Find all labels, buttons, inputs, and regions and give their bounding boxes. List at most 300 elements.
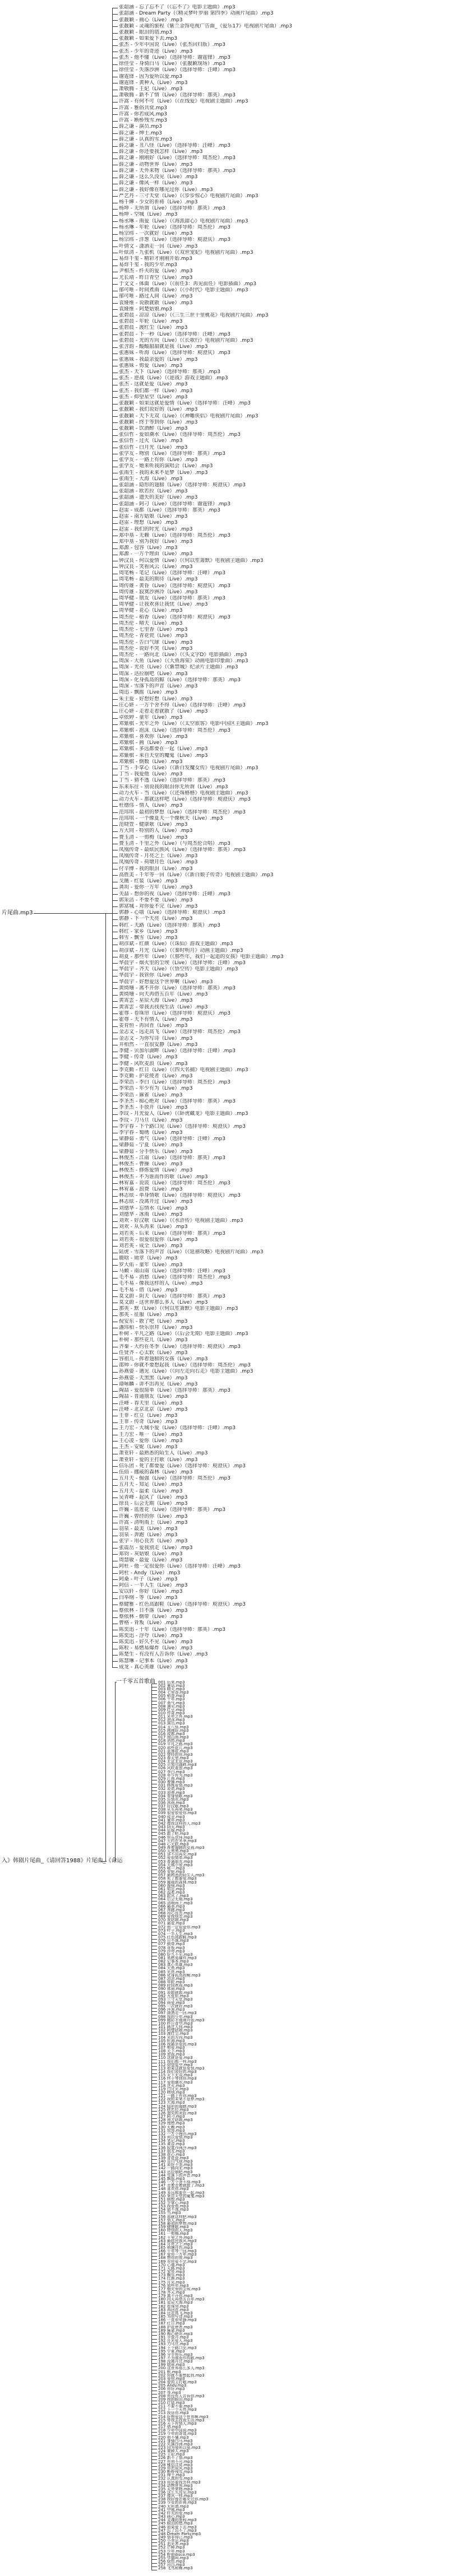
file-item: 邓紫棋 - 倒数（Live）.mp3	[119, 759, 183, 765]
file-item: 053 普通朋友.mp3	[158, 1859, 193, 1863]
file-item: 017 南山南.mp3	[158, 1736, 189, 1740]
tree-connector-horizontal	[151, 1704, 157, 1705]
file-item: 206 你好.mp3	[158, 2387, 185, 2391]
file-item: 蔡依林 - 倒带（Live）.mp3	[119, 1614, 183, 1620]
file-item: 尤长靖 - 昨日青空（Live）.mp3	[119, 275, 193, 281]
tree-connector-vertical	[105, 913, 106, 1861]
tree-connector-horizontal	[151, 2359, 157, 2360]
file-item: 085 光亮.mp3	[158, 1970, 185, 1974]
file-item: 张雨生 - 大海（Live）.mp3	[119, 476, 183, 482]
file-item: 赵雷 - 我们的时光（Live）.mp3	[119, 526, 193, 532]
file-item: 201 默.mp3	[158, 2370, 181, 2374]
file-item: 叶炫清 - 九张机（Live）（《双世宠妃》电视剧片尾曲）.mp3	[119, 249, 253, 255]
tree-connector-horizontal	[112, 630, 118, 631]
file-item: 082 记事本.mp3	[158, 1960, 189, 1964]
file-item: 许巍 - 蓝莲花（Live）（选择导师：那英）.mp3	[119, 1507, 225, 1513]
file-item: 周杰伦 - 说好不哭（Live）.mp3	[119, 645, 193, 652]
file-item: 韩雪 - 飘雪（Live）.mp3	[119, 935, 178, 941]
tree-connector-horizontal	[112, 1567, 118, 1568]
tree-connector-horizontal	[151, 2045, 157, 2046]
file-item: 170 心墙.mp3	[158, 2263, 185, 2267]
tree-connector-horizontal	[112, 20, 118, 21]
file-item: 周传雄 - 寂寞沙洲冷（Live）.mp3	[119, 589, 198, 595]
file-item: 毛不易 - 像我这样的人（Live）.mp3	[119, 1281, 203, 1287]
tree-connector-horizontal	[112, 102, 118, 103]
file-item: 张靓颖 - 画心（Live）.mp3	[119, 17, 183, 23]
file-item: 刘若英 - 后来（Live）（选择导师：那英）.mp3	[119, 1230, 225, 1236]
file-item: 006 十年.mp3	[158, 1698, 185, 1701]
file-item: 237 像风一样.mp3	[158, 2494, 193, 2498]
file-item: 178 齐天.mp3	[158, 2291, 185, 2295]
file-item: 024 北京北京.mp3	[158, 1760, 193, 1764]
file-item: 五月天 - 知足（Live）.mp3	[119, 1482, 183, 1488]
file-item: 092 九张机.mp3	[158, 1994, 189, 1998]
file-item: 周笔畅 - 最美的期待（Live）.mp3	[119, 576, 198, 583]
tree-connector-horizontal	[34, 913, 112, 914]
file-item: 那英 - 默（Live）（《何以笙箫默》电影主题曲）.mp3	[119, 1306, 238, 1312]
tree-connector-horizontal	[151, 2514, 157, 2515]
tree-connector-horizontal	[151, 1835, 157, 1836]
file-item: 238 我好像在哪见过你.mp3	[158, 2498, 209, 2501]
file-item: 陈奕迅 - 好久不见（Live）.mp3	[119, 1639, 193, 1645]
tree-connector-horizontal	[112, 529, 118, 530]
file-item: 林俊杰 - 曹操（Live）.mp3	[119, 1161, 183, 1168]
file-item: 白举纲 - 等（Live）.mp3	[119, 1595, 178, 1601]
file-item: 225 王妃.mp3	[158, 2453, 185, 2457]
tree-connector-horizontal	[151, 2128, 157, 2129]
tree-connector-horizontal	[151, 2139, 157, 2140]
file-item: 金志文 - 远走高飞（Live）（选择导师：周杰伦）.mp3	[119, 1029, 241, 1035]
tree-connector-horizontal	[112, 45, 118, 46]
file-item: 221 身骑白马.mp3	[158, 2439, 193, 2443]
file-item: 郁可唯 - 路过人间（Live）.mp3	[119, 294, 193, 300]
file-item: 王心凌 - 爱你（Live）.mp3	[119, 1438, 183, 1444]
tree-connector-horizontal	[151, 2373, 157, 2374]
file-item: 213 我管你.mp3	[158, 2411, 189, 2415]
file-item: 026 风吹麦浪.mp3	[158, 1766, 193, 1770]
file-item: 范晓萱 - 健康歌（Live）.mp3	[119, 822, 188, 828]
tree-connector-horizontal	[112, 1246, 118, 1247]
file-item: 王力宏 - 唯一（Live）.mp3	[119, 1431, 183, 1438]
file-item: 钟汉良 - 何以爱情（Live）（《何以笙箫默》电视剧主题曲）.mp3	[119, 557, 264, 564]
file-item: 胡夏 - 那些年（Live）（《那些年，我们一起追的女孩》电影主题曲）.mp3	[119, 954, 284, 960]
tree-connector-horizontal	[151, 2056, 157, 2057]
file-item: 张杰 - 他不懂（Live）（选择导师：谢霆锋）.mp3	[119, 54, 230, 61]
tree-connector-horizontal	[151, 1911, 157, 1912]
file-item: 那英 - 征服（Live）.mp3	[119, 1312, 178, 1318]
tree-connector-horizontal	[112, 1221, 118, 1222]
tree-connector-horizontal	[112, 114, 118, 115]
file-item: 074 一半人生.mp3	[158, 1932, 193, 1936]
file-item: 羽泉 - 奔跑（Live）.mp3	[119, 1532, 178, 1538]
file-item: 金志文 - 为你写诗（Live）.mp3	[119, 1035, 193, 1041]
tree-connector-horizontal	[112, 1617, 118, 1618]
tree-connector-horizontal	[112, 636, 118, 637]
file-item: 251 追光者.mp3	[158, 2542, 189, 2546]
file-item: 毛不易 - 消愁（Live）（选择导师：周杰伦）.mp3	[119, 1275, 230, 1281]
tree-connector-horizontal	[112, 1196, 118, 1197]
file-item: 蔡依林 - 日不落（Live）.mp3	[119, 1607, 188, 1614]
tree-connector-horizontal	[112, 894, 118, 895]
tree-connector-horizontal	[151, 1859, 157, 1860]
tree-connector-horizontal	[151, 2021, 157, 2022]
file-item: 许嵩 - 断桥残雪.mp3	[119, 118, 168, 124]
file-item: 183 再回首.mp3	[158, 2308, 189, 2312]
file-item: 张韶涵 - 遗失的美好（Live）.mp3	[119, 495, 198, 501]
tree-connector-horizontal	[112, 1642, 118, 1643]
tree-connector-horizontal	[112, 1585, 118, 1586]
file-item: 041 童年.mp3	[158, 1818, 185, 1822]
file-item: 067 奔跑.mp3	[158, 1908, 185, 1912]
tree-connector-horizontal	[151, 2352, 157, 2353]
tree-connector-horizontal	[112, 152, 118, 153]
file-item: 135 黄昏.mp3	[158, 2142, 185, 2146]
file-item: 176 那些年.mp3	[158, 2284, 189, 2287]
tree-connector-horizontal	[151, 1904, 157, 1905]
file-item: 051 讲不出再见.mp3	[158, 1853, 197, 1857]
file-item: 246 如果爱下去.mp3	[158, 2525, 197, 2529]
tree-connector-horizontal	[151, 1749, 157, 1750]
file-item: 156 那就这样吧.mp3	[158, 2215, 197, 2219]
tree-connector-horizontal	[151, 2152, 157, 2153]
file-item: 186 一直很安静.mp3	[158, 2318, 197, 2322]
tree-connector-horizontal	[112, 64, 118, 65]
tree-connector-horizontal	[112, 284, 118, 285]
tree-connector-horizontal	[112, 718, 118, 719]
file-item: 165 荷塘月色.mp3	[158, 2246, 193, 2250]
file-item: 周杰伦 - 七里香（Live）.mp3	[119, 627, 188, 633]
file-item: 019 平凡之路.mp3	[158, 1742, 193, 1746]
file-item: 197 不为谁而作的歌.mp3	[158, 2356, 205, 2360]
file-item: 张碧晨 - 渡红尘（Live）.mp3	[119, 325, 188, 331]
file-item: 039 很爱很爱你.mp3	[158, 1811, 197, 1815]
file-item: 范玮琪 - 最初的梦想（Live）（选择导师：周杰伦）.mp3	[119, 809, 246, 815]
tree-connector-horizontal	[112, 196, 118, 197]
file-item: 蔡健雅 - 红色高跟鞋（Live）（选择导师：庾澄庆）.mp3	[119, 1601, 246, 1607]
file-item: 243 画心.mp3	[158, 2515, 185, 2519]
tree-connector-horizontal	[151, 1952, 157, 1953]
tree-connector-horizontal	[112, 699, 118, 700]
file-item: 235 天外来物.mp3	[158, 2487, 193, 2491]
file-item: 张信哲 - 过火（Live）.mp3	[119, 438, 183, 444]
file-item: 动力火车 - 当（Live）（《还珠格格》电视剧主题曲）.mp3	[119, 790, 248, 796]
tree-connector-horizontal	[112, 875, 118, 876]
tree-connector-horizontal	[151, 1735, 157, 1736]
tree-connector-horizontal	[112, 1391, 118, 1392]
file-item: 164 月亮之上.mp3	[158, 2242, 193, 2246]
file-item: 076 日不落.mp3	[158, 1939, 189, 1943]
file-item: 083 真心英雄.mp3	[158, 1963, 193, 1967]
file-item: 104 光的方向.mp3	[158, 2035, 193, 2039]
file-item: 055 唯一.mp3	[158, 1866, 185, 1871]
file-item: 毛不易 - 借（Live）.mp3	[119, 1287, 178, 1293]
file-item: 058 死了都要爱.mp3	[158, 1877, 197, 1881]
tree-connector-horizontal	[151, 2511, 157, 2512]
tree-connector-horizontal	[112, 39, 118, 40]
file-item: 张杰 - 天下（Live）（选择导师：那英）.mp3	[119, 369, 220, 375]
tree-connector-horizontal	[151, 2432, 157, 2433]
tree-connector-horizontal	[151, 1856, 157, 1857]
file-item: 232 认真的雪.mp3	[158, 2477, 193, 2481]
file-item: 003 晴天.mp3	[158, 1687, 185, 1691]
file-item: 182 卷珠帘.mp3	[158, 2304, 189, 2308]
file-item: 张靓颖 - 天下无双（Live）（《神雕侠侣》电视剧片尾曲）.mp3	[119, 413, 259, 419]
file-item: 185 为你写诗.mp3	[158, 2315, 193, 2319]
file-item: 257 出山.mp3	[158, 2563, 185, 2567]
tree-connector-horizontal	[151, 1997, 157, 1998]
file-item: 230 断桥残雪.mp3	[158, 2470, 193, 2474]
file-item: 庄心妍 - 一万个舍不得（Live）（选择导师：汪峰）.mp3	[119, 702, 246, 708]
file-item: 郭静 - 下一个天亮（Live）.mp3	[119, 916, 193, 922]
tree-connector-horizontal	[151, 1728, 157, 1729]
file-item: 张杰 - 这就是爱（Live）.mp3	[119, 382, 188, 388]
file-item: 128 南方姑娘.mp3	[158, 2118, 193, 2122]
file-item: 王力宏 - 大城小爱（Live）（选择导师：汪峰）.mp3	[119, 1425, 236, 1431]
file-item: 林志炫 - 没离开过（Live）.mp3	[119, 1199, 193, 1205]
file-item: 130 无赖.mp3	[158, 2125, 185, 2129]
file-item: 149 多远都要在一起.mp3	[158, 2191, 205, 2194]
file-item: 216 天下有情人.mp3	[158, 2421, 197, 2426]
file-item: 张信哲 - 白月光（Live）.mp3	[119, 444, 188, 450]
tree-connector-horizontal	[151, 1690, 157, 1691]
tree-connector-horizontal	[112, 1422, 118, 1423]
file-item: 许嵩 - 有何不可（Live）（《在线爱》电视剧主题曲）.mp3	[119, 99, 248, 105]
file-item: 204 爱的主打歌.mp3	[158, 2380, 197, 2384]
tree-connector-horizontal	[112, 1007, 118, 1008]
tree-connector-horizontal	[151, 2363, 157, 2364]
file-item: 韩红 - 天路（Live）（选择导师：那英）.mp3	[119, 922, 220, 928]
file-item: 037 好汉歌.mp3	[158, 1805, 189, 1808]
file-item: 齐秦 - 大约在冬季（Live）（选择导师：庾澄庆）.mp3	[119, 1343, 241, 1350]
tree-connector-horizontal	[112, 234, 118, 235]
tree-connector-horizontal	[112, 592, 118, 593]
file-item: 萧亚轩 - 最熟悉的陌生人（Live）.mp3	[119, 1450, 208, 1457]
tree-connector-horizontal	[151, 2266, 157, 2267]
file-item: 202 你就不要想起我.mp3	[158, 2373, 205, 2377]
file-item: 011 光年之外.mp3	[158, 1715, 193, 1719]
file-item: 189 麻雀.mp3	[158, 2328, 185, 2332]
file-item: 朴树 - 平凡之路（Live）（《后会无期》电影主题曲）.mp3	[119, 1331, 248, 1337]
file-item: 222 失落沙洲.mp3	[158, 2442, 193, 2446]
tree-connector-horizontal	[151, 2559, 157, 2560]
file-item: 043 阴天.mp3	[158, 1825, 185, 1829]
tree-connector-horizontal	[151, 2445, 157, 2446]
file-item: 040 成全.mp3	[158, 1815, 185, 1819]
file-item: 131 包容.mp3	[158, 2128, 185, 2132]
file-item: 赵雷 - 成都（Live）（选择导师：那英）.mp3	[119, 507, 220, 513]
tree-connector-horizontal	[151, 2490, 157, 2491]
file-item: 160 特别的人.mp3	[158, 2229, 193, 2233]
file-item: 袁娅维 - 说散就散（Live）.mp3	[119, 300, 193, 306]
tree-connector-horizontal	[151, 1866, 157, 1867]
file-item: 079 浮夸.mp3	[158, 1949, 185, 1953]
tree-connector-horizontal	[151, 2518, 157, 2519]
tree-connector-horizontal	[112, 919, 118, 920]
tree-connector-horizontal	[112, 674, 118, 675]
tree-connector-horizontal	[151, 1942, 157, 1943]
tree-connector-horizontal	[112, 548, 118, 549]
file-item: 014 丑八怪.mp3	[158, 1725, 189, 1729]
file-item: 费玉清 - 千里之外（Live）（与周杰伦合唱）.mp3	[119, 840, 230, 847]
tree-connector-horizontal	[112, 617, 118, 618]
tree-connector-horizontal	[151, 2366, 157, 2367]
tree-connector-horizontal	[112, 1013, 118, 1014]
tree-connector-horizontal	[112, 334, 118, 335]
tree-connector-horizontal	[151, 2135, 157, 2136]
tree-connector-horizontal	[151, 2187, 157, 2188]
tree-connector-horizontal	[151, 1718, 157, 1719]
file-item: 周迅 - 飘摇（Live）.mp3	[119, 690, 178, 696]
file-item: 李克勤 - 红日（Live）（《四大名捕》电视剧主题曲）.mp3	[119, 1067, 248, 1073]
file-item: 154 猜不透.mp3	[158, 2208, 189, 2212]
tree-connector-horizontal	[151, 2494, 157, 2495]
file-item: 张韶涵 - 隐形的翅膀（Live）（选择导师：庾澄庆）.mp3	[119, 482, 246, 489]
tree-connector-horizontal	[151, 2421, 157, 2422]
file-item: 薛之谦 - 演员.mp3	[119, 124, 163, 130]
file-item: 068 用心良苦.mp3	[158, 1911, 193, 1915]
file-item: 李荣浩 - 年少有为（Live）.mp3	[119, 1086, 193, 1092]
file-item: 038 从头再来.mp3	[158, 1808, 193, 1812]
file-item: 杨宗纬 - 洋葱（Live）（选择导师：庾澄庆）.mp3	[119, 237, 230, 243]
file-item: 191 手放开.mp3	[158, 2336, 189, 2340]
file-item: 181 星辰大海.mp3	[158, 2301, 193, 2305]
file-item: 249 情非得已.mp3	[158, 2536, 193, 2540]
file-item: 036 冰雨.mp3	[158, 1801, 185, 1805]
tree-connector-horizontal	[151, 2011, 157, 2012]
file-item: 周深 - 光亮（Live）（《紫禁城》纪录片主题曲）.mp3	[119, 664, 238, 671]
file-item: 048 心太软.mp3	[158, 1842, 189, 1847]
tree-connector-horizontal	[151, 2073, 157, 2074]
file-item: 256 绿色.mp3	[158, 2560, 185, 2564]
file-item: 089 时间煮雨.mp3	[158, 1984, 193, 1988]
tree-connector-horizontal	[151, 2042, 157, 2043]
file-item: 064 后会无期.mp3	[158, 1898, 193, 1901]
file-item: 020 那些花儿.mp3	[158, 1746, 193, 1750]
tree-connector-horizontal	[112, 1076, 118, 1077]
file-item: 张靓颖 - 饮酒醉（Live）.mp3	[119, 426, 188, 432]
tree-connector-horizontal	[151, 2473, 157, 2474]
file-item: 110 这就是爱.mp3	[158, 2056, 193, 2060]
file-item: 薛之谦 - 绅士.mp3	[119, 130, 163, 136]
tree-connector-horizontal	[112, 995, 118, 996]
tree-connector-horizontal	[151, 1763, 157, 1764]
tree-connector-horizontal	[151, 2404, 157, 2405]
file-item: 李健 - 贝加尔湖畔（Live）（选择导师：汪峰）.mp3	[119, 1048, 236, 1054]
file-item: 黄绮珊 - 离不开你（Live）（选择导师：那英）.mp3	[119, 985, 236, 991]
tree-connector-horizontal	[112, 1592, 118, 1593]
tree-connector-horizontal	[151, 2149, 157, 2150]
tree-connector-horizontal	[112, 586, 118, 587]
file-item: 005 稻香.mp3	[158, 1694, 185, 1698]
file-item: 林志炫 - 单身情歌（Live）（选择导师：庾澄庆）.mp3	[119, 1193, 241, 1199]
tree-connector-horizontal	[112, 1158, 118, 1159]
tree-connector-horizontal	[151, 2032, 157, 2033]
file-item: 180 向天再借五百年.mp3	[158, 2298, 205, 2301]
file-item: 朴树 - 那些花儿（Live）.mp3	[119, 1337, 188, 1343]
file-item: 邓紫棋 - 来自天堂的魔鬼（Live）.mp3	[119, 752, 208, 759]
file-item: 薛之谦 - 你还要我怎样（Live）.mp3	[119, 149, 203, 155]
tree-connector-horizontal	[151, 1959, 157, 1960]
tree-connector-horizontal	[112, 108, 118, 109]
file-item: 张杰 - 少年的奇迹（Live）.mp3	[119, 48, 193, 54]
tree-connector-horizontal	[151, 2549, 157, 2550]
file-item: 龚玥 - 爱你一万年（Live）.mp3	[119, 885, 193, 891]
file-item: 徐佳莹 - 失落沙洲（Live）（选择导师：汪峰）.mp3	[119, 67, 236, 73]
tree-connector-horizontal	[151, 2218, 157, 2219]
file-item: 阿杜 - Andy（Live）.mp3	[119, 1570, 181, 1576]
file-item: 069 爱我别走.mp3	[158, 1915, 193, 1919]
file-item: 072 他一定很爱你.mp3	[158, 1925, 201, 1929]
file-item: 061 知足.mp3	[158, 1887, 185, 1891]
tree-connector-horizontal	[112, 812, 118, 813]
file-item: 于文文 - 体面（Live）（《前任3：再见前任》电影插曲）.mp3	[119, 281, 257, 287]
file-item: 萧亚轩 - 爱的主打歌（Live）.mp3	[119, 1457, 198, 1463]
file-item: 郑源 - 包容（Live）.mp3	[119, 545, 178, 551]
file-item: 薛之谦 - 我好像在哪见过你（Live）.mp3	[119, 187, 213, 193]
tree-connector-horizontal	[112, 1227, 118, 1228]
file-item: 136 寂寞沙洲冷.mp3	[158, 2146, 197, 2150]
file-item: 057 最熟悉的陌生人.mp3	[158, 1873, 205, 1877]
tree-connector-horizontal	[151, 2566, 157, 2567]
file-item: 邵帅 - 你就不要想起我（Live）（选择导师：周杰伦）.mp3	[119, 1363, 251, 1369]
file-item: 成龙 - 真心英雄（Live）.mp3	[119, 1664, 188, 1670]
file-item: 177 烟火里的尘埃.mp3	[158, 2287, 201, 2291]
file-item: 戈薇 - 红装（Live）.mp3	[119, 878, 178, 885]
file-item: 周华健 - 让我欢喜让我忧（Live）.mp3	[119, 602, 208, 608]
file-item: 张碧晨 - 凉凉（Live）（《三生三世十里桃花》电视剧片尾曲）.mp3	[119, 313, 269, 319]
file-item: 063 起风了.mp3	[158, 1894, 189, 1898]
tree-connector-horizontal	[112, 127, 118, 128]
file-item: 林俊杰 - 江南（Live）（选择导师：那英）.mp3	[119, 1155, 225, 1161]
tree-connector-horizontal	[151, 2311, 157, 2312]
file-item: 张靓颖 - 如果这就是爱情（Live）（选择导师：汪峰）.mp3	[119, 401, 251, 407]
tree-connector-horizontal	[112, 1378, 118, 1379]
tree-connector-horizontal	[112, 1202, 118, 1203]
tree-connector-horizontal	[112, 567, 118, 568]
file-item: 062 温柔.mp3	[158, 1891, 185, 1895]
file-item: 阿桑 - 叶子（Live）.mp3	[119, 1576, 178, 1582]
file-item: 125 欧若拉.mp3	[158, 2108, 189, 2112]
file-item: 周深 - 雪落下的声音（Live）.mp3	[119, 683, 198, 690]
file-item: 108 天下.mp3	[158, 2049, 185, 2053]
tree-connector-horizontal	[151, 2525, 157, 2526]
file-item: 五月天 - 倔强（Live）（选择导师：周杰伦）.mp3	[119, 1476, 230, 1482]
file-item: 190 痴心绝对.mp3	[158, 2332, 193, 2336]
tree-connector-horizontal	[151, 1918, 157, 1919]
file-item: 012 泡沫.mp3	[158, 1718, 185, 1722]
tree-connector-horizontal	[112, 517, 118, 518]
file-item: 陶喆 - 爱很简单（Live）（选择导师：那英）.mp3	[119, 1388, 230, 1394]
file-item: 174 红颜.mp3	[158, 2277, 185, 2281]
file-item: 168 想你的夜.mp3	[158, 2256, 193, 2260]
file-item: 林宥嘉 - 说谎（Live）（选择导师：周杰伦）.mp3	[119, 1180, 230, 1186]
file-item: 159 健康歌.mp3	[158, 2225, 189, 2229]
tree-connector-horizontal	[151, 1797, 157, 1798]
file-item: 张韶涵 - Dream Party（《精灵梦叶罗丽 第四季》动画片尾曲）.mp3	[119, 11, 274, 17]
file-item: 周杰伦 - 告白气球（Live）.mp3	[119, 639, 193, 645]
file-item: 126 遗失的美好.mp3	[158, 2111, 197, 2115]
tree-connector-horizontal	[151, 2259, 157, 2260]
tree-connector-horizontal	[112, 825, 118, 826]
file-item: 097 潇洒走一回.mp3	[158, 2011, 197, 2015]
file-item: 054 大城小爱.mp3	[158, 1863, 193, 1867]
file-item: 林俊杰 - 不为谁而作的歌（Live）.mp3	[119, 1174, 208, 1180]
tree-connector-horizontal	[112, 209, 118, 210]
file-item: 119 白月光.mp3	[158, 2087, 189, 2091]
file-item: 方大同 - 特别的人（Live）.mp3	[119, 828, 193, 834]
tree-connector-horizontal	[151, 2049, 157, 2050]
tree-connector-horizontal	[112, 1655, 118, 1656]
